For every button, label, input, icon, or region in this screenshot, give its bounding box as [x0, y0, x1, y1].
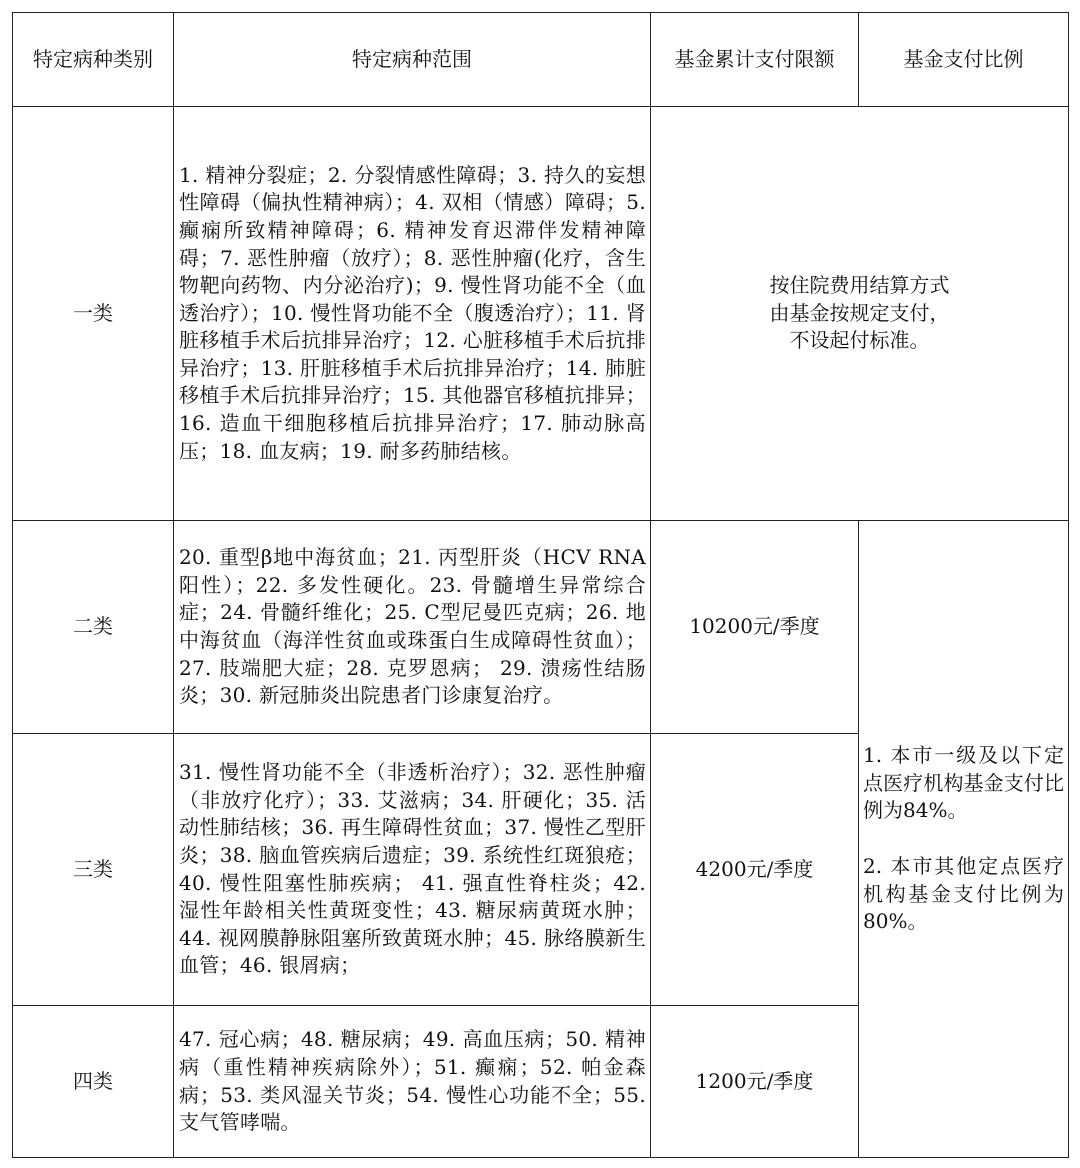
category-cell: 三类	[13, 734, 174, 1006]
header-scope: 特定病种范围	[174, 13, 651, 107]
limit-line: 不设起付标准。	[789, 328, 930, 353]
header-category: 特定病种类别	[13, 13, 174, 107]
header-row	[13, 13, 1069, 107]
ratio-note: 2. 本市其他定点医疗机构基金支付比例为80%。	[863, 854, 1064, 934]
scope-cell: 47. 冠心病；48. 糖尿病；49. 高血压病；50. 精神病（重性精神疾病除外）；51. 癫痫；52. 帕金森病；53. 类风湿关节炎；54. 慢性心功能不全；55. 支气管哮喘。	[174, 1006, 651, 1158]
category-cell: 一类	[13, 107, 174, 521]
scope-cell: 20. 重型β地中海贫血；21. 丙型肝炎（HCV RNA阳性）；22. 多发性硬化。23. 骨髓增生异常综合症；24. 骨髓纤维化；25. C型尼曼匹克病；26. 地中海贫血（海洋性贫血或珠蛋白生成障碍性贫血）；27. 肢端肥大症；28. 克罗恩病； 29. 溃疡性结肠炎；30. 新冠肺炎出院患者门诊康复治疗。	[174, 521, 651, 734]
limit-cell: 4200元/季度	[651, 734, 859, 1006]
limit-ratio-merged-cell	[651, 107, 1069, 521]
limit-cell: 10200元/季度	[651, 521, 859, 734]
limit-line: 由基金按规定支付，	[769, 300, 950, 325]
category-cell: 二类	[13, 521, 174, 734]
limit-cell: 1200元/季度	[651, 1006, 859, 1158]
scope-cell: 1. 精神分裂症；2. 分裂情感性障碍；3. 持久的妄想性障碍（偏执性精神病）；4. 双相（情感）障碍；5. 癫痫所致精神障碍；6. 精神发育迟滞伴发精神障碍；7. 恶性肿瘤（放疗）；8. 恶性肿瘤(化疗，含生物靶向药物、内分泌治疗)；9. 慢性肾功能不全（血透治疗）；10. 慢性肾功能不全（腹透治疗）；11. 肾脏移植手术后抗排异治疗；12. 心脏移植手术后抗排异治疗；13. 肝脏移植手术后抗排异治疗；14. 肺脏移植手术后抗排异治疗；15. 其他器官移植抗排异；16. 造血干细胞移植后抗排异治疗；17. 肺动脉高压；18. 血友病；19. 耐多药肺结核。	[174, 107, 651, 521]
ratio-note: 1. 本市一级及以下定点医疗机构基金支付比例为84%。	[863, 743, 1064, 823]
limit-line: 按住院费用结算方式	[769, 273, 950, 298]
category-cell: 四类	[13, 1006, 174, 1158]
table-row	[13, 107, 1069, 521]
ratio-cell	[859, 521, 1069, 1158]
table-row	[13, 521, 1069, 734]
header-ratio: 基金支付比例	[859, 13, 1069, 107]
header-limit: 基金累计支付限额	[651, 13, 859, 107]
scope-cell: 31. 慢性肾功能不全（非透析治疗）；32. 恶性肿瘤（非放疗化疗）；33. 艾滋病；34. 肝硬化；35. 活动性肺结核；36. 再生障碍性贫血；37. 慢性乙型肝炎；38. 脑血管疾病后遗症；39. 系统性红斑狼疮；40. 慢性阻塞性肺疾病； 41. 强直性脊柱炎；42. 湿性年龄相关性黄斑变性；43. 糖尿病黄斑水肿；44. 视网膜静脉阻塞所致黄斑水肿；45. 脉络膜新生血管；46. 银屑病；	[174, 734, 651, 1006]
special-disease-table	[12, 12, 1069, 1158]
